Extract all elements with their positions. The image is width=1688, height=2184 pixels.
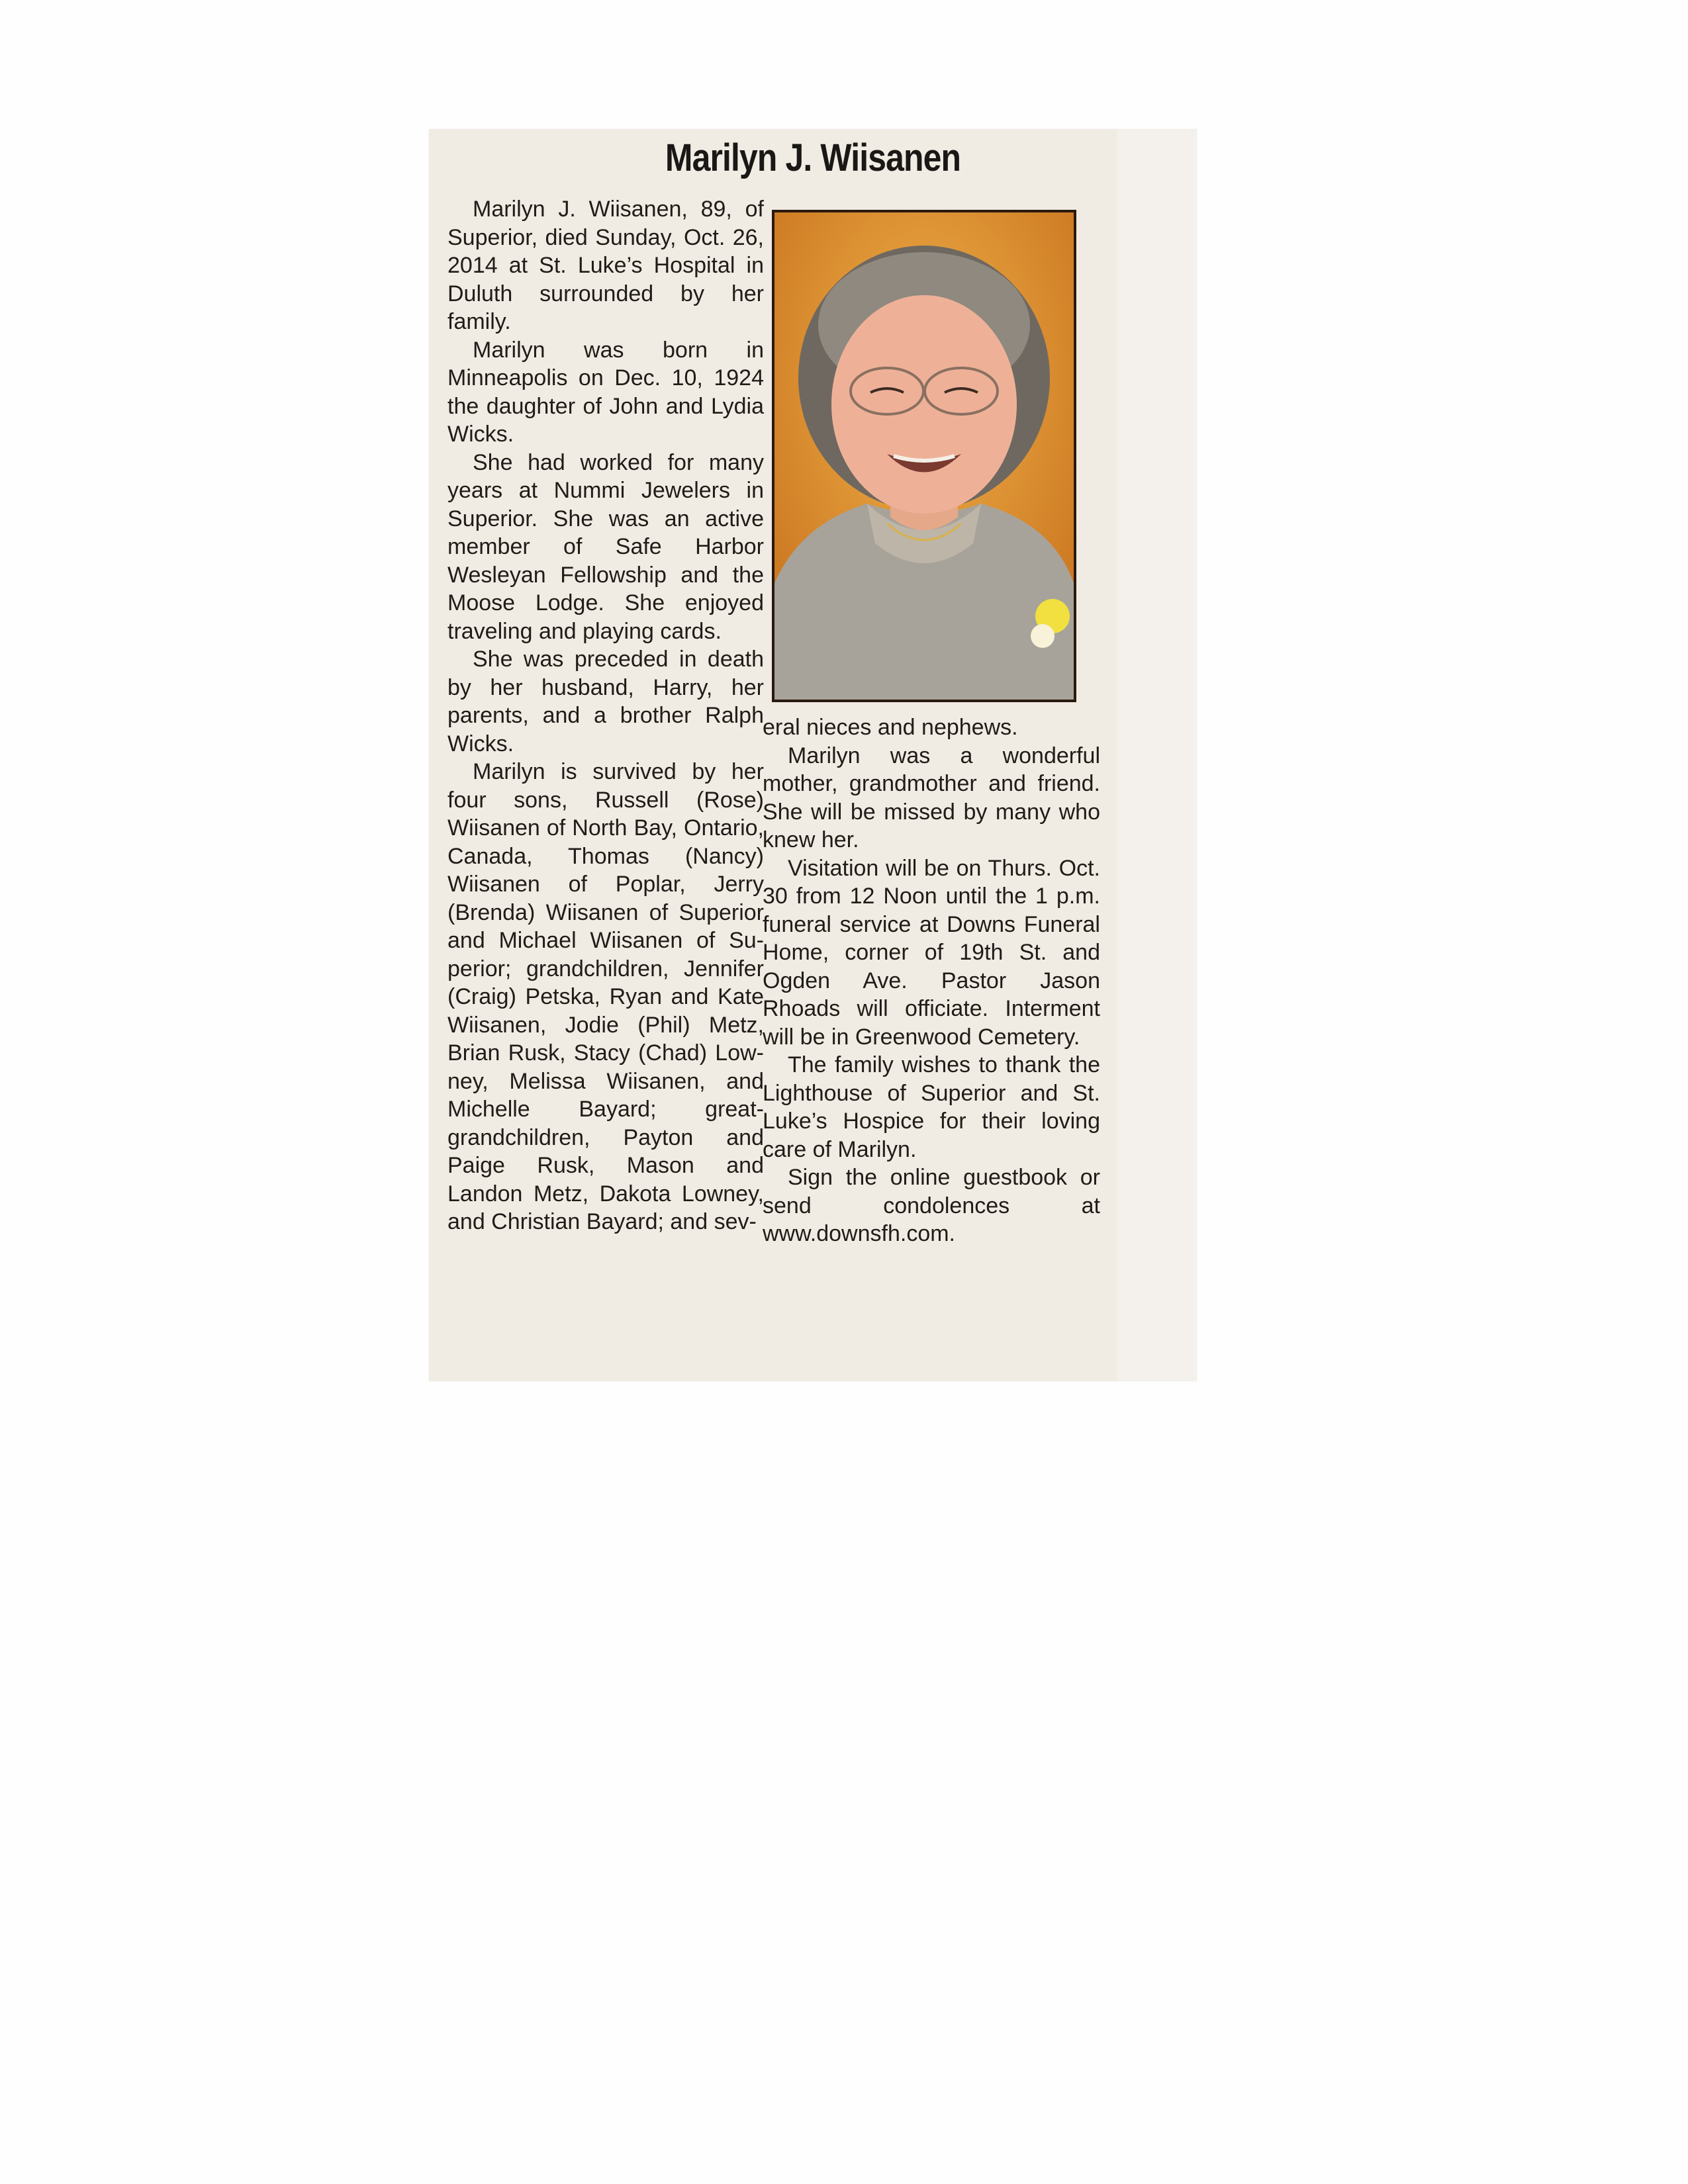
portrait-image	[774, 212, 1074, 700]
obituary-paragraph: Marilyn is survived by her four sons, Russell (Rose) Wiisanen of North Bay, Ontario, Canada, Thomas (Nancy) Wiisanen of Poplar, Jerry (Brenda) Wiisanen of Superior and Michael Wiisanen of Superior; grandchildren, Jennifer (Craig) Petska, Ryan and Kate Wiisanen, Jodie (Phil) Metz, Brian Rusk, Stacy (Chad) Lowney, Melissa Wiisanen, and Michelle Bayard; great-grandchildren, Payton and Paige Rusk, Mason and Landon Metz, Dakota Lowney, and Christian Bayard; and sev-	[447, 759, 764, 1234]
obituary-paragraph: She had worked for many years at Nummi Jewelers in Superior. She was an active member of Safe Harbor Wesleyan Fellowship and the Moose Lodge. She enjoyed traveling and playing cards.	[447, 449, 764, 644]
obituary-paragraph: The family wishes to thank the Lighthouse of Superior and St. Luke’s Hospice for their loving care of Marilyn.	[763, 1052, 1100, 1162]
obituary-left-column	[447, 195, 764, 1236]
obituary-headline: Marilyn J. Wiisanen	[665, 136, 961, 179]
obituary-right-column	[763, 713, 1100, 1248]
newspaper-clipping	[429, 129, 1197, 1381]
obituary-paragraph-continuation: eral nieces and nephews.	[763, 715, 1018, 740]
portrait-photo	[772, 210, 1076, 702]
obituary-paragraph: Sign the online guestbook or send condolences at www.downsfh.com.	[763, 1165, 1100, 1246]
obituary-paragraph: Visitation will be on Thurs. Oct. 30 from 12 Noon until the 1 p.m. funeral service at Downs Funeral Home, corner of 19th St. and Ogden Ave. Pastor Jason Rhoads will officiate. Interment will be in Greenwood Cemetery.	[763, 855, 1100, 1050]
clipping-margin	[1117, 129, 1197, 1381]
obituary-paragraph: Marilyn was a wonderful mother, grandmother and friend. She will be missed by many who knew her.	[763, 743, 1100, 852]
obituary-paragraph: She was preceded in death by her husband, Harry, her parents, and a brother Ralph Wicks.	[447, 647, 764, 756]
obituary-paragraph: Marilyn was born in Minneapolis on Dec. 10, 1924 the daughter of John and Lydia Wicks.	[447, 337, 764, 447]
obituary-paragraph: Marilyn J. Wiisanen, 89, of Superior, died Sunday, Oct. 26, 2014 at St. Luke’s Hospital in Duluth surrounded by her family.	[447, 197, 764, 334]
